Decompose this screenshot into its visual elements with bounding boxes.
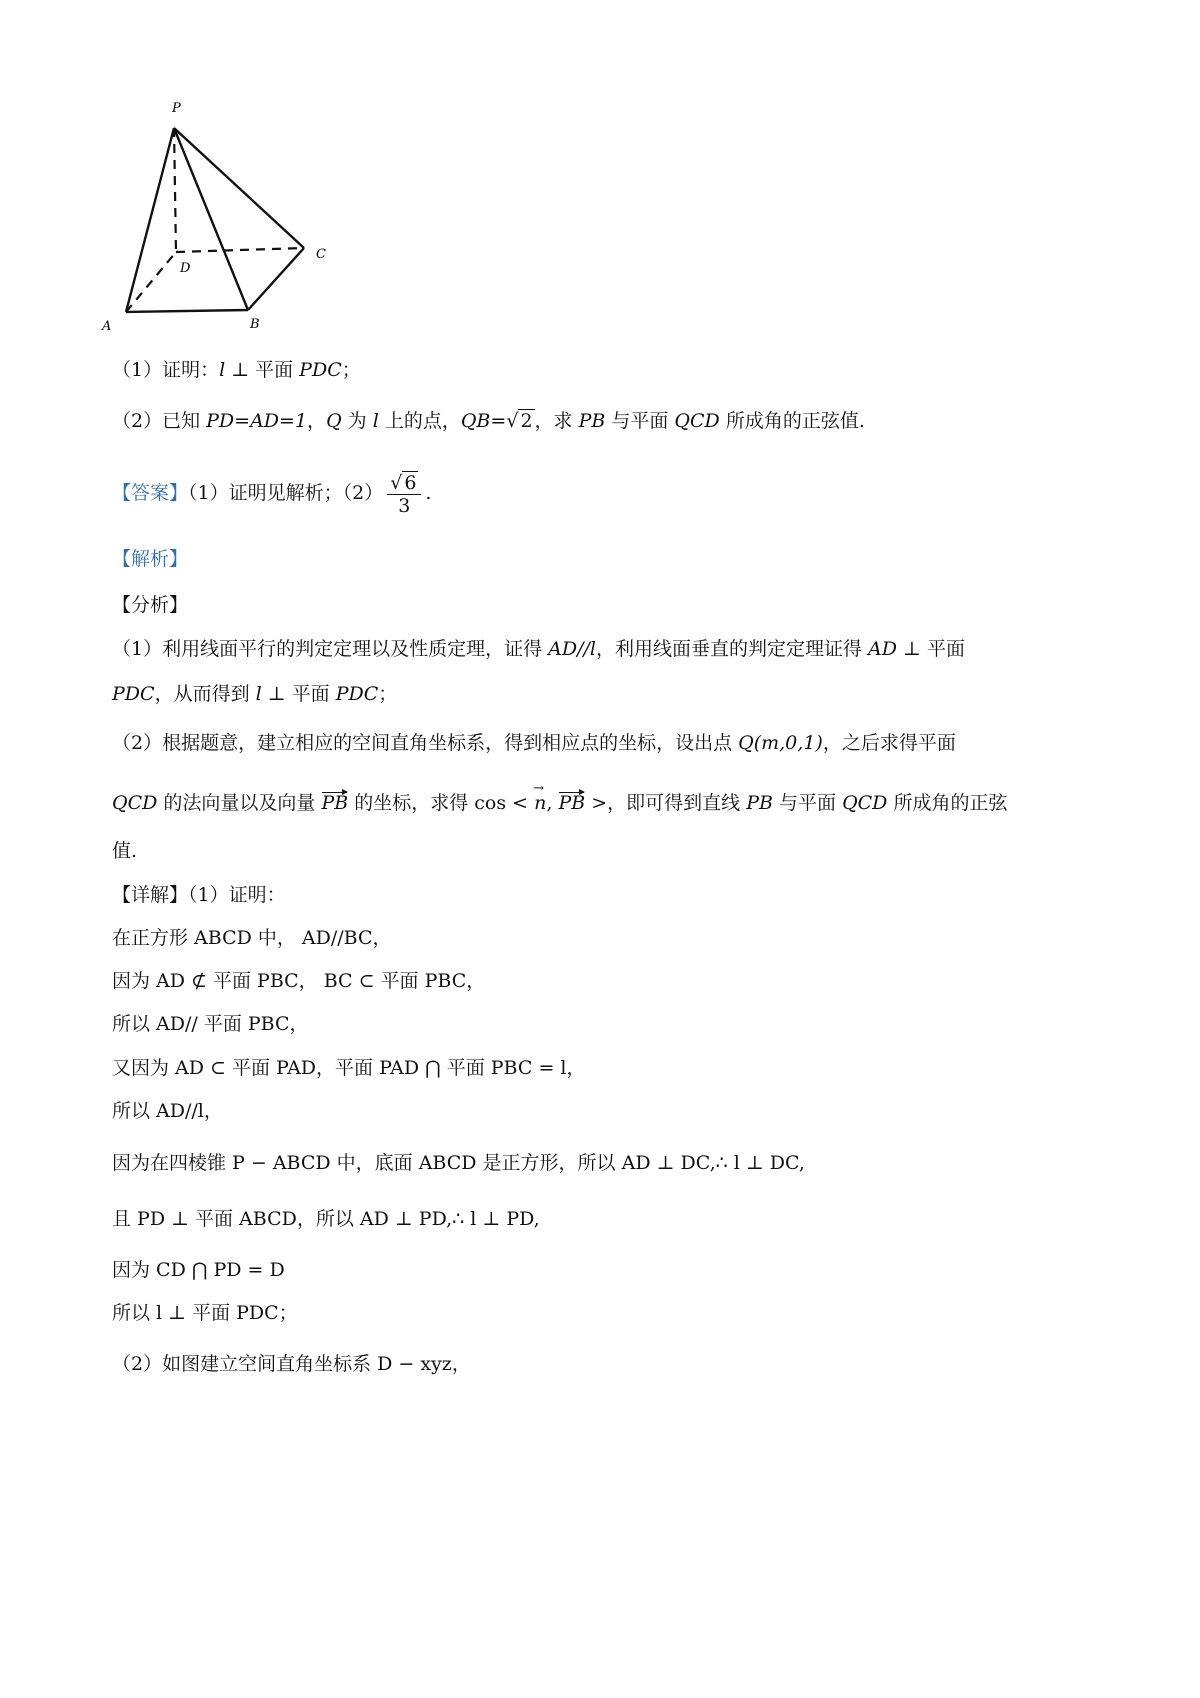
label-b: B — [250, 317, 260, 332]
detail-line-6: 因为在四棱锥 P − ABCD 中，底面 ABCD 是正方形，所以 AD ⊥ DC,∴ l ⊥ DC, — [112, 1152, 805, 1174]
analysis-line-4: QCD 的法向量以及向量 PB 的坐标，求得 cos < n →, PB >，即可得到直线 PB 与平面 QCD 所成角的正弦 — [112, 790, 1007, 816]
analysis-tag: 【分析】 — [112, 594, 189, 616]
detail-line-7: 且 PD ⊥ 平面 ABCD，所以 AD ⊥ PD,∴ l ⊥ PD, — [112, 1208, 540, 1230]
analysis-line-2: PDC，从而得到 l ⊥ 平面 PDC； — [112, 683, 398, 705]
vector-pb-2: PB — [558, 792, 586, 814]
sqrt-2: √ 2 — [506, 410, 533, 432]
detail-line-10: （2）如图建立空间直角坐标系 D − xyz， — [112, 1353, 471, 1375]
detail-line-2: 因为 AD ⊄ 平面 PBC， BC ⊂ 平面 PBC， — [112, 970, 486, 992]
edge-dc — [176, 248, 304, 252]
answer-fraction: $\frac{√ 6}{3}$ — [387, 472, 421, 517]
label-p: P — [172, 101, 181, 116]
edge-pb — [174, 128, 248, 310]
detail-header: 【详解】（1）证明： — [112, 884, 286, 906]
jiexi-tag: 【解析】 — [112, 548, 189, 570]
edge-pc — [174, 128, 304, 248]
analysis-line-3: （2）根据题意，建立相应的空间直角坐标系，得到相应点的坐标，设出点 Q(m,0,1)，之后求得平面 — [112, 732, 956, 754]
detail-line-3: 所以 AD// 平面 PBC， — [112, 1013, 309, 1035]
question-2: （2）已知 PD=AD=1，Q 为 l 上的点，QB=√ 2 ，求 PB 与平面 QCD 所成角的正弦值. — [112, 410, 865, 432]
label-c: C — [316, 247, 326, 262]
detail-line-4: 又因为 AD ⊂ 平面 PAD，平面 PAD ⋂ 平面 PBC = l， — [112, 1057, 586, 1079]
detail-line-8: 因为 CD ⋂ PD = D — [112, 1259, 285, 1281]
answer-line: 【答案】（1）证明见解析；（2） $\frac{√ 6}{3}$ . — [112, 471, 432, 517]
analysis-line-5: 值. — [112, 840, 138, 862]
pyramid-figure — [104, 98, 354, 348]
vector-pb: PB — [321, 792, 349, 814]
label-d: D — [180, 261, 191, 276]
edge-ab — [126, 310, 248, 312]
vector-n: n → — [534, 790, 546, 816]
edge-bc — [248, 248, 304, 310]
detail-line-5: 所以 AD//l， — [112, 1100, 223, 1122]
detail-line-9: 所以 l ⊥ 平面 PDC； — [112, 1302, 298, 1324]
question-1: （1）证明：l ⊥ 平面 PDC； — [112, 359, 361, 381]
edge-pd — [174, 128, 176, 252]
answer-tag: 【答案】 — [112, 482, 189, 504]
label-a: A — [102, 319, 112, 334]
analysis-line-1: （1）利用线面平行的判定定理以及性质定理，证得 AD//l，利用线面垂直的判定定理证得 AD ⊥ 平面 — [112, 638, 965, 660]
detail-line-1: 在正方形 ABCD 中， AD//BC， — [112, 927, 392, 949]
